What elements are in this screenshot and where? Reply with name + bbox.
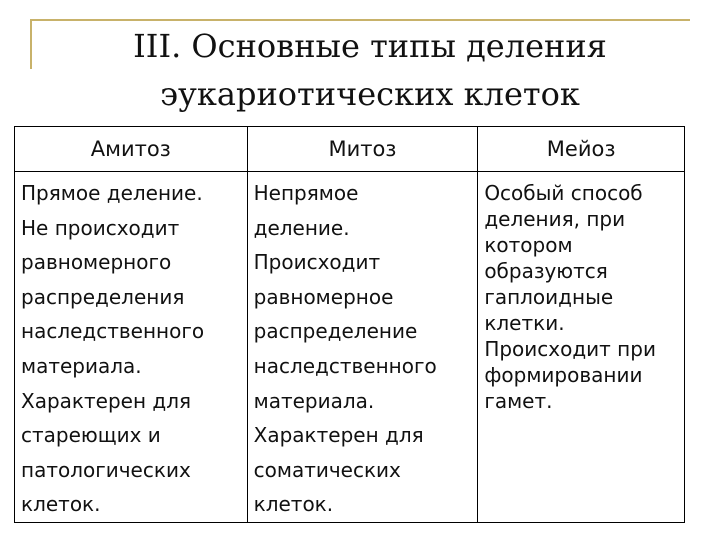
slide-title-line-1: III. Основные типы деления [133,27,607,65]
division-types-table [14,126,685,523]
meiosis-description: Особый способ деления, при котором образуются гаплоидные клетки. Происходит при формировании гамет. [484,181,656,413]
slide-title-line-2: эукариотических клеток [160,75,580,113]
cell-mitosis [247,172,478,523]
slide-title [60,22,680,118]
header-mitosis: Митоз [247,127,478,172]
header-meiosis: Мейоз [478,127,685,172]
table-header-row [15,127,685,172]
frame-left-line [30,19,32,69]
cell-meiosis [478,172,685,523]
cell-amitosis [15,172,248,523]
header-amitosis: Амитоз [15,127,248,172]
amitosis-description: Прямое деление. Не происходит равномерного распределения наследственного материала. Характерен для стареющих и патологических клеток. [21,181,205,517]
table-row [15,172,685,523]
mitosis-description: Непрямое деление. Происходит равномерное распределение наследственного материала. Характерен для соматических клеток. [253,181,437,517]
frame-top-line [30,19,690,21]
